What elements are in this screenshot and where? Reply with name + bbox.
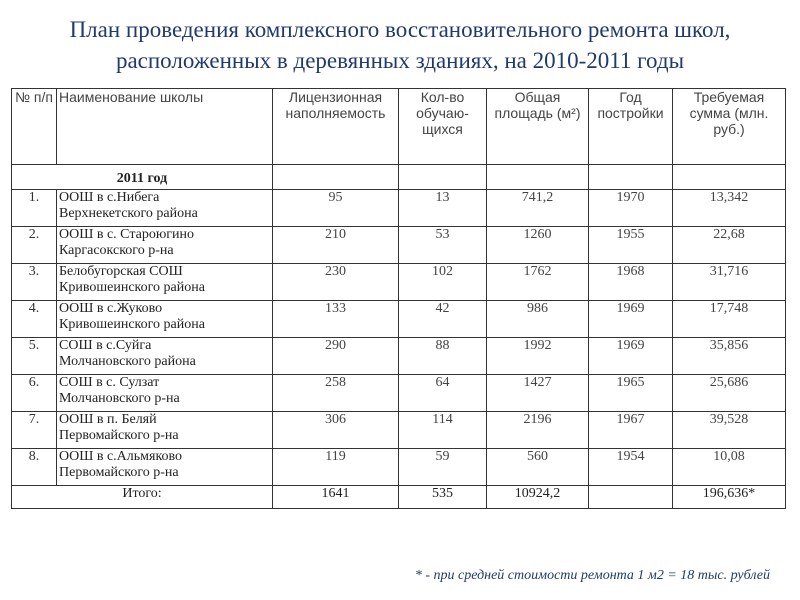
row-capacity: 258 [273,375,399,412]
school-name-line-2: Молчановского р-на [59,391,180,406]
row-number: 5. [12,338,57,375]
row-number: 6. [12,375,57,412]
header-capacity: Лицензионная наполняемость [273,89,399,165]
row-students: 102 [399,264,487,301]
header-row [12,89,786,165]
row-area: 986 [487,301,589,338]
school-name-line-2: Верхнекетского района [59,206,198,221]
row-capacity: 95 [273,190,399,227]
school-name-line-1: ООШ в с.Альмяково [59,449,183,464]
row-capacity: 119 [273,449,399,486]
row-number: 3. [12,264,57,301]
school-name-line-2: Молчановского района [59,354,196,369]
school-name-line-1: ООШ в с.Нибега [59,190,160,205]
school-name-line-1: СОШ в с.Суйга [59,338,152,353]
table-row [12,264,786,301]
school-name-line-1: СОШ в с. Сулзат [59,375,160,390]
header-name: Наименование школы [57,89,273,165]
section-empty-cell [487,165,589,190]
row-area: 2196 [487,412,589,449]
section-row [12,165,786,190]
header-area: Общая площадь (м²) [487,89,589,165]
row-number: 1. [12,190,57,227]
row-year-built: 1954 [589,449,673,486]
row-students: 13 [399,190,487,227]
table-row [12,301,786,338]
header-num: № п/п [12,89,57,165]
row-year-built: 1968 [589,264,673,301]
school-name-line-1: ООШ в с.Жуково [59,301,163,316]
school-name-line-2: Первомайского р-на [59,465,179,480]
repair-plan-table [11,88,786,509]
row-area: 741,2 [487,190,589,227]
row-year-built: 1965 [589,375,673,412]
table-row [12,227,786,264]
row-students: 42 [399,301,487,338]
row-amount: 22,68 [673,227,786,264]
row-capacity: 306 [273,412,399,449]
page-title [0,14,800,76]
row-area: 1260 [487,227,589,264]
row-capacity: 210 [273,227,399,264]
school-name-line-2: Первомайского р-на [59,428,179,443]
row-area: 1427 [487,375,589,412]
title-line-2: расположенных в деревянных зданиях, на 2010-2011 годы [115,48,685,73]
section-empty-cell [589,165,673,190]
total-area: 10924,2 [487,486,589,509]
school-name [57,190,273,227]
row-number: 4. [12,301,57,338]
row-capacity: 290 [273,338,399,375]
header-year-built: Год постройки [589,89,673,165]
school-name-line-2: Кривошеинского района [59,317,205,332]
table-row [12,449,786,486]
table-row [12,412,786,449]
section-empty-cell [273,165,399,190]
row-area: 1992 [487,338,589,375]
header-students: Кол-во обучаю-щихся [399,89,487,165]
row-students: 53 [399,227,487,264]
school-name [57,338,273,375]
total-label: Итого: [12,486,273,509]
row-year-built: 1967 [589,412,673,449]
total-capacity: 1641 [273,486,399,509]
row-students: 64 [399,375,487,412]
school-name-line-2: Каргасокского р-на [59,243,174,258]
school-name [57,412,273,449]
row-number: 2. [12,227,57,264]
row-amount: 10,08 [673,449,786,486]
row-area: 1762 [487,264,589,301]
row-amount: 31,716 [673,264,786,301]
row-year-built: 1970 [589,190,673,227]
row-area: 560 [487,449,589,486]
total-year-empty [589,486,673,509]
row-year-built: 1969 [589,301,673,338]
row-capacity: 133 [273,301,399,338]
total-students: 535 [399,486,487,509]
table-body [12,190,786,486]
total-amount: 196,636* [673,486,786,509]
section-label: 2011 год [12,165,273,190]
row-amount: 35,856 [673,338,786,375]
row-students: 88 [399,338,487,375]
row-year-built: 1955 [589,227,673,264]
school-name [57,227,273,264]
row-amount: 17,748 [673,301,786,338]
school-name-line-1: ООШ в п. Беляй [59,412,157,427]
row-students: 114 [399,412,487,449]
row-number: 7. [12,412,57,449]
title-line-1: План проведения комплексного восстановительного ремонта школ, [69,17,731,42]
footnote: * - при средней стоимости ремонта 1 м2 = 18 тыс. рублей [414,568,770,583]
row-students: 59 [399,449,487,486]
table-row [12,190,786,227]
school-name-line-2: Кривошеинского района [59,280,205,295]
section-empty-cell [399,165,487,190]
row-number: 8. [12,449,57,486]
total-row [12,486,786,509]
row-amount: 25,686 [673,375,786,412]
school-name [57,375,273,412]
row-year-built: 1969 [589,338,673,375]
school-name-line-1: Белобугорская СОШ [59,264,183,279]
table-row [12,375,786,412]
school-name [57,449,273,486]
row-amount: 39,528 [673,412,786,449]
header-amount: Требуемая сумма (млн. руб.) [673,89,786,165]
section-empty-cell [673,165,786,190]
table-row [12,338,786,375]
school-name [57,301,273,338]
school-name-line-1: ООШ в с. Староюгино [59,227,195,242]
school-name [57,264,273,301]
row-amount: 13,342 [673,190,786,227]
row-capacity: 230 [273,264,399,301]
